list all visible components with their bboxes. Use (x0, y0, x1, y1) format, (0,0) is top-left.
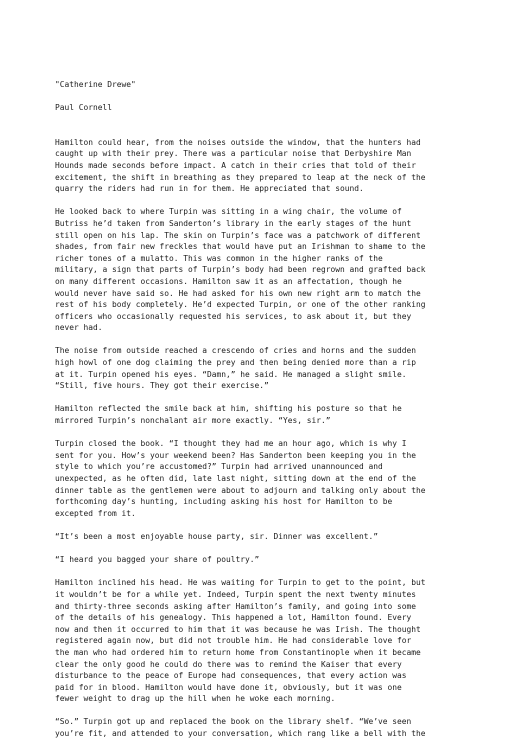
body-text (55, 137, 492, 740)
text-line: sent for you. How’s your weekend been? Has Sanderton been keeping you in the (55, 450, 417, 460)
text-line: now and then it occurred to him that it was because he was Irish. The thought (55, 624, 421, 634)
paragraph (55, 577, 492, 705)
text-line: shades, from fair new freckles that would have put an Irishman to shame to the (55, 242, 426, 252)
text-line: registered again now, but did not trouble him. He had considerable love for (55, 636, 412, 646)
text-line: richer tones of a mulatto. This was common in the higher ranks of the (55, 253, 383, 263)
text-line: of the details of his genealogy. This happened a lot, Hamilton found. Every (55, 613, 412, 623)
text-line: dinner table as the gentlemen were about to adjourn and talking only about the (55, 485, 426, 495)
text-line: high howl of one dog claiming the prey and then being denied more than a rip (55, 358, 417, 368)
text-line: “So.” Turpin got up and replaced the book on the library shelf. “We’ve seen (55, 717, 412, 727)
author-name: Paul Cornell (55, 103, 113, 113)
paragraph (55, 438, 492, 519)
text-line: and thirty-three seconds asking after Hamilton’s family, and going into some (55, 601, 417, 611)
text-line: officers who occasionally requested his services, to ask about it, but they (55, 311, 412, 321)
text-line: Hamilton inclined his head. He was waiting for Turpin to get to the point, but (55, 578, 426, 588)
text-line: “I heard you bagged your share of poultry.” (55, 555, 260, 565)
text-line: “Still, five hours. They got their exercise.” (55, 381, 269, 391)
text-line: excepted from it. (55, 508, 136, 518)
text-line: at it. Turpin opened his eyes. “Damn,” he said. He managed a slight smile. (55, 369, 407, 379)
text-line: the man who had ordered him to return home from Constantinople when it became (55, 647, 421, 657)
text-line: never had. (55, 323, 103, 333)
paragraph (55, 206, 492, 334)
text-line: it wouldn’t be for a while yet. Indeed, Turpin spent the next twenty minutes (55, 589, 417, 599)
text-line: clear the only good he could do there was to remind the Kaiser that every (55, 659, 402, 669)
text-line: military, a sign that parts of Turpin’s body had been regrown and grafted back (55, 265, 426, 275)
text-line: excitement, the shift in breathing as they prepared to leap at the neck of the (55, 172, 426, 182)
text-line: Turpin closed the book. “I thought they had me an hour ago, which is why I (55, 439, 407, 449)
text-line: would never have said so. He had asked for his own new right arm to match the (55, 288, 421, 298)
text-line: “It’s been a most enjoyable house party, sir. Dinner was excellent.” (55, 531, 379, 541)
text-line: caught up with their prey. There was a particular noise that Derbyshire Man (55, 149, 412, 159)
text-line: unexpected, as he often did, late last night, sitting down at the end of the (55, 474, 417, 483)
text-line: paid for in blood. Hamilton would have done it, obviously, but it was one (55, 682, 402, 692)
text-line: quarry the riders had run in for them. He appreciated that sound. (55, 184, 364, 194)
paragraph (55, 716, 492, 739)
text-line: He looked back to where Turpin was sitting in a wing chair, the volume of (55, 207, 402, 217)
paragraph (55, 554, 492, 566)
text-line: Butriss he’d taken from Sanderton’s library in the early stages of the hunt (55, 218, 412, 228)
story-title: "Catherine Drewe" (55, 80, 136, 89)
text-line: mirrored Turpin’s nonchalant air more exactly. “Yes, sir.” (55, 416, 331, 426)
paragraph (55, 403, 492, 426)
text-line: forthcoming day’s hunting, including asking his host for Hamilton to be (55, 497, 393, 507)
text-line: rest of his body completely. He’d expected Turpin, or one of the other ranking (55, 300, 426, 310)
text-line: Hounds made seconds before impact. A catch in their cries that told of their (55, 160, 417, 170)
paragraph (55, 137, 492, 195)
text-line: on many different occasions. Hamilton saw it as an affectation, though he (55, 276, 402, 286)
text-line: The noise from outside reached a crescendo of cries and horns and the sudden (55, 346, 417, 356)
paragraph (55, 531, 492, 543)
text-line: style to which you’re accustomed?” Turpin had arrived unannounced and (55, 462, 383, 472)
text-line: fewer weight to drag up the hill when he woke each morning. (55, 694, 336, 704)
text-line: Hamilton could hear, from the noises outside the window, that the hunters had (55, 137, 421, 147)
paragraph (55, 345, 492, 391)
text-line: you’re fit, and attended to your conversation, which rang like a bell with the (55, 729, 426, 739)
text-line: Hamilton reflected the smile back at him, shifting his posture so that he (55, 404, 402, 414)
text-line: still open on his lap. The skin on Turpin’s face was a patchwork of different (55, 230, 421, 240)
text-line: disturbance to the peace of Europe had consequences, that every action was (55, 671, 407, 681)
